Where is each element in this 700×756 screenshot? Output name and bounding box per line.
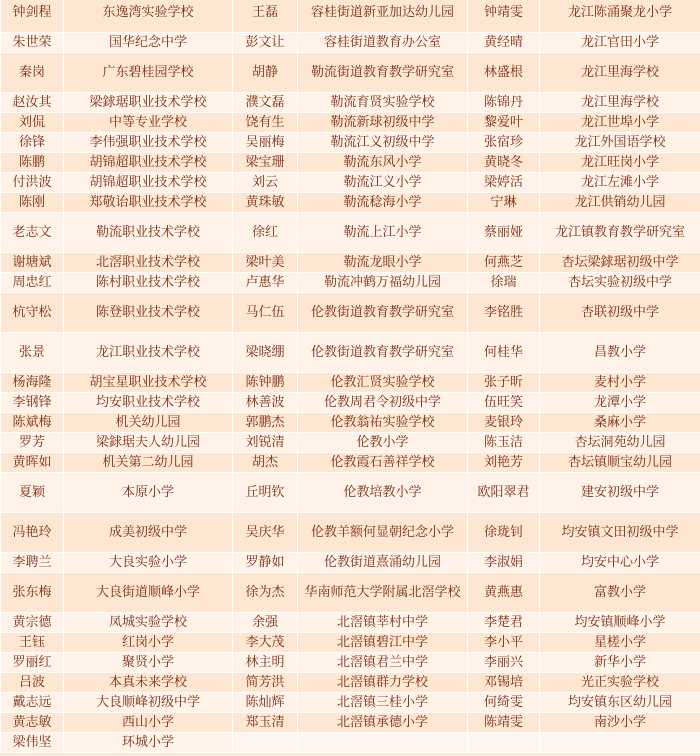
roster-body — [1, 0, 700, 753]
school-name-cell: 麦村小学 — [540, 373, 700, 393]
person-name-cell: 伍旺笑 — [468, 393, 540, 413]
school-name-cell: 西山小学 — [64, 713, 233, 733]
table-row — [1, 713, 700, 733]
school-name-cell: 伦教翁祐实验学校 — [298, 413, 468, 433]
person-name-cell: 蔡丽娅 — [468, 213, 540, 253]
person-name-cell: 吴丽梅 — [233, 133, 298, 153]
person-name-cell: 戴志远 — [1, 693, 64, 713]
school-name-cell: 凤城实验学校 — [64, 613, 233, 633]
school-name-cell: 勒流街道教育教学研究室 — [298, 53, 468, 93]
school-name-cell: 伦教培教小学 — [298, 473, 468, 513]
school-name-cell: 均安中心小学 — [540, 553, 700, 573]
school-name-cell: 龙潭小学 — [540, 393, 700, 413]
person-name-cell: 赵汝其 — [1, 93, 64, 113]
person-name-cell: 黄志敏 — [1, 713, 64, 733]
person-name-cell: 林盛根 — [468, 53, 540, 93]
school-name-cell: 伦教街道教育教学研究室 — [298, 333, 468, 373]
person-name-cell: 彭文让 — [233, 33, 298, 53]
person-name-cell: 马仁伍 — [233, 293, 298, 333]
school-name-cell: 伦教羊额何显朝纪念小学 — [298, 513, 468, 553]
person-name-cell: 陈钟鹏 — [233, 373, 298, 393]
person-name-cell: 梁伟坚 — [1, 733, 64, 753]
school-name-cell: 机关第二幼儿园 — [64, 453, 233, 473]
person-name-cell: 李小平 — [468, 633, 540, 653]
table-row — [1, 733, 700, 753]
person-name-cell: 杭守松 — [1, 293, 64, 333]
person-name-cell: 濮文磊 — [233, 93, 298, 113]
school-name-cell — [298, 733, 468, 753]
school-name-cell: 龙江供销幼儿园 — [540, 193, 700, 213]
school-name-cell: 富教小学 — [540, 573, 700, 613]
person-name-cell: 李丽兴 — [468, 653, 540, 673]
person-name-cell: 宁琳 — [468, 193, 540, 213]
person-name-cell — [468, 733, 540, 753]
person-name-cell: 林主明 — [233, 653, 298, 673]
school-name-cell: 光正实验学校 — [540, 673, 700, 693]
school-name-cell: 陈村职业技术学校 — [64, 273, 233, 293]
person-name-cell: 饶有生 — [233, 113, 298, 133]
table-row — [1, 93, 700, 113]
school-name-cell: 勒流稔海小学 — [298, 193, 468, 213]
person-name-cell: 麦银玲 — [468, 413, 540, 433]
school-name-cell: 广东碧桂园学校 — [64, 53, 233, 93]
school-name-cell: 大良实验小学 — [64, 553, 233, 573]
person-name-cell: 谢塘斌 — [1, 253, 64, 273]
person-name-cell: 张东梅 — [1, 573, 64, 613]
table-row — [1, 473, 700, 513]
person-name-cell: 冯艳玲 — [1, 513, 64, 553]
school-name-cell: 勒流职业技术学校 — [64, 213, 233, 253]
person-name-cell: 徐锋 — [1, 133, 64, 153]
person-name-cell: 陈玉洁 — [468, 433, 540, 453]
school-name-cell: 龙江里海学校 — [540, 53, 700, 93]
person-name-cell: 杨海隆 — [1, 373, 64, 393]
school-name-cell: 龙江左滩小学 — [540, 173, 700, 193]
school-name-cell: 龙江镇教育教学研究室 — [540, 213, 700, 253]
table-row — [1, 293, 700, 333]
school-name-cell: 勒流上江小学 — [298, 213, 468, 253]
table-row — [1, 133, 700, 153]
school-name-cell: 成美初级中学 — [64, 513, 233, 553]
school-name-cell: 容桂街道教育办公室 — [298, 33, 468, 53]
table-row — [1, 433, 700, 453]
school-name-cell: 伦教霞石善祥学校 — [298, 453, 468, 473]
person-name-cell: 秦岗 — [1, 53, 64, 93]
school-name-cell: 桑麻小学 — [540, 413, 700, 433]
table-row — [1, 0, 700, 33]
table-row — [1, 673, 700, 693]
school-name-cell: 梁銶琚夫人幼儿园 — [64, 433, 233, 453]
school-name-cell — [540, 733, 700, 753]
person-name-cell: 黎爱叶 — [468, 113, 540, 133]
person-name-cell: 黄燕惠 — [468, 573, 540, 613]
person-name-cell: 张宿珍 — [468, 133, 540, 153]
school-name-cell: 李伟强职业技术学校 — [64, 133, 233, 153]
school-name-cell: 大良街道顺峰小学 — [64, 573, 233, 613]
table-row — [1, 333, 700, 373]
table-row — [1, 253, 700, 273]
table-row — [1, 373, 700, 393]
person-name-cell: 何燕芝 — [468, 253, 540, 273]
school-name-cell: 南沙小学 — [540, 713, 700, 733]
school-name-cell: 华南师范大学附属北滘学校 — [298, 573, 468, 613]
person-name-cell: 刘锐清 — [233, 433, 298, 453]
person-name-cell: 郭鹏杰 — [233, 413, 298, 433]
person-name-cell: 何桂华 — [468, 333, 540, 373]
table-row — [1, 173, 700, 193]
school-name-cell: 梁銶琚职业技术学校 — [64, 93, 233, 113]
person-name-cell: 梁婷活 — [468, 173, 540, 193]
school-name-cell: 北滘职业技术学校 — [64, 253, 233, 273]
person-name-cell: 陈鹏 — [1, 153, 64, 173]
person-name-cell: 黄经晴 — [468, 33, 540, 53]
person-name-cell: 刘云 — [233, 173, 298, 193]
school-name-cell: 勒流东风小学 — [298, 153, 468, 173]
person-name-cell: 刘艳芳 — [468, 453, 540, 473]
school-name-cell: 勒流龙眼小学 — [298, 253, 468, 273]
person-name-cell: 张子昕 — [468, 373, 540, 393]
school-name-cell: 伦教街道熹涌幼儿园 — [298, 553, 468, 573]
school-name-cell: 伦教小学 — [298, 433, 468, 453]
person-name-cell: 陈灿辉 — [233, 693, 298, 713]
table-row — [1, 413, 700, 433]
person-name-cell: 欧阳翠君 — [468, 473, 540, 513]
school-name-cell: 国华纪念中学 — [64, 33, 233, 53]
school-name-cell: 中等专业学校 — [64, 113, 233, 133]
person-name-cell: 李楚君 — [468, 613, 540, 633]
person-name-cell: 李聘兰 — [1, 553, 64, 573]
school-name-cell: 伦教街道教育教学研究室 — [298, 293, 468, 333]
person-name-cell: 罗芳 — [1, 433, 64, 453]
person-name-cell: 何绮雯 — [468, 693, 540, 713]
person-name-cell: 陈靖雯 — [468, 713, 540, 733]
school-name-cell: 龙江里海学校 — [540, 93, 700, 113]
school-name-cell: 本真未来学校 — [64, 673, 233, 693]
person-name-cell: 徐红 — [233, 213, 298, 253]
table-row — [1, 513, 700, 553]
school-name-cell: 均安镇文田初级中学 — [540, 513, 700, 553]
table-row — [1, 553, 700, 573]
school-name-cell: 杏联初级中学 — [540, 293, 700, 333]
person-name-cell: 徐为杰 — [233, 573, 298, 613]
person-name-cell: 邓锡培 — [468, 673, 540, 693]
school-name-cell: 环城小学 — [64, 733, 233, 753]
school-name-cell: 胡宝星职业技术学校 — [64, 373, 233, 393]
person-name-cell: 黄宗德 — [1, 613, 64, 633]
school-name-cell: 陈登职业技术学校 — [64, 293, 233, 333]
person-name-cell: 罗静如 — [233, 553, 298, 573]
person-name-cell: 黄晖如 — [1, 453, 64, 473]
table-row — [1, 193, 700, 213]
school-name-cell: 龙江职业技术学校 — [64, 333, 233, 373]
person-name-cell: 周忠红 — [1, 273, 64, 293]
school-name-cell: 北滘镇承德小学 — [298, 713, 468, 733]
person-name-cell: 张景 — [1, 333, 64, 373]
school-name-cell: 杏坛实验初级中学 — [540, 273, 700, 293]
school-name-cell: 勒流新球初级中学 — [298, 113, 468, 133]
school-name-cell: 勒流江义初级中学 — [298, 133, 468, 153]
person-name-cell: 黄珠敏 — [233, 193, 298, 213]
school-name-cell: 聚贤小学 — [64, 653, 233, 673]
person-name-cell: 钟靖雯 — [468, 0, 540, 33]
school-name-cell: 龙江世埠小学 — [540, 113, 700, 133]
person-name-cell: 刘侃 — [1, 113, 64, 133]
person-name-cell: 胡静 — [233, 53, 298, 93]
school-name-cell: 本原小学 — [64, 473, 233, 513]
school-name-cell: 龙江外国语学校 — [540, 133, 700, 153]
school-name-cell: 北滘镇三桂小学 — [298, 693, 468, 713]
person-name-cell: 徐瑞 — [468, 273, 540, 293]
school-name-cell: 星槎小学 — [540, 633, 700, 653]
school-name-cell: 龙江官田小学 — [540, 33, 700, 53]
person-name-cell: 丘明钦 — [233, 473, 298, 513]
person-name-cell: 郑玉清 — [233, 713, 298, 733]
person-name-cell: 钟剑程 — [1, 0, 64, 33]
table-row — [1, 633, 700, 653]
person-name-cell: 简芳洪 — [233, 673, 298, 693]
school-name-cell: 胡锦超职业技术学校 — [64, 153, 233, 173]
school-name-cell: 郑敬诒职业技术学校 — [64, 193, 233, 213]
person-name-cell: 黄晓冬 — [468, 153, 540, 173]
person-name-cell: 梁晓绷 — [233, 333, 298, 373]
person-name-cell: 夏颖 — [1, 473, 64, 513]
person-name-cell: 余强 — [233, 613, 298, 633]
school-name-cell: 杏坛洞苑幼儿园 — [540, 433, 700, 453]
school-name-cell: 伦教汇贤实验学校 — [298, 373, 468, 393]
school-name-cell: 龙江旺岗小学 — [540, 153, 700, 173]
table-row — [1, 213, 700, 253]
person-name-cell: 陈刚 — [1, 193, 64, 213]
school-name-cell: 勒流冲鹤万福幼儿园 — [298, 273, 468, 293]
school-name-cell: 伦教周君令初级中学 — [298, 393, 468, 413]
person-name-cell: 李铭胜 — [468, 293, 540, 333]
person-name-cell: 李淑娟 — [468, 553, 540, 573]
school-name-cell: 北滘镇莘村中学 — [298, 613, 468, 633]
school-name-cell: 建安初级中学 — [540, 473, 700, 513]
person-name-cell: 胡杰 — [233, 453, 298, 473]
table-row — [1, 653, 700, 673]
school-name-cell: 胡锦超职业技术学校 — [64, 173, 233, 193]
person-name-cell: 李大茂 — [233, 633, 298, 653]
person-name-cell: 吴庆华 — [233, 513, 298, 553]
table-row — [1, 153, 700, 173]
table-row — [1, 573, 700, 613]
school-name-cell: 均安镇东区幼儿园 — [540, 693, 700, 713]
person-name-cell: 梁宝珊 — [233, 153, 298, 173]
school-name-cell: 勒流育贤实验学校 — [298, 93, 468, 113]
table-row — [1, 273, 700, 293]
table-row — [1, 33, 700, 53]
table-row — [1, 693, 700, 713]
table-row — [1, 613, 700, 633]
person-name-cell — [233, 733, 298, 753]
school-name-cell: 北滘镇君兰中学 — [298, 653, 468, 673]
person-name-cell: 吕波 — [1, 673, 64, 693]
table-row — [1, 53, 700, 93]
school-name-cell: 东逸湾实验学校 — [64, 0, 233, 33]
school-name-cell: 昌教小学 — [540, 333, 700, 373]
person-name-cell: 王磊 — [233, 0, 298, 33]
table-row — [1, 453, 700, 473]
person-name-cell: 朱世荣 — [1, 33, 64, 53]
person-name-cell: 徐珑钊 — [468, 513, 540, 553]
school-name-cell: 机关幼儿园 — [64, 413, 233, 433]
table-row — [1, 113, 700, 133]
person-name-cell: 陈斌梅 — [1, 413, 64, 433]
school-name-cell: 杏坛梁銶琚初级中学 — [540, 253, 700, 273]
person-name-cell: 付洪波 — [1, 173, 64, 193]
school-name-cell: 北滘镇群力学校 — [298, 673, 468, 693]
school-name-cell: 大良顺峰初级中学 — [64, 693, 233, 713]
school-name-cell: 龙江陈涌聚龙小学 — [540, 0, 700, 33]
person-name-cell: 老志文 — [1, 213, 64, 253]
school-name-cell: 容桂街道新亚加达幼儿园 — [298, 0, 468, 33]
school-name-cell: 勒流江义小学 — [298, 173, 468, 193]
person-name-cell: 林善波 — [233, 393, 298, 413]
school-name-cell: 红岗小学 — [64, 633, 233, 653]
person-name-cell: 梁叶美 — [233, 253, 298, 273]
person-name-cell: 王钰 — [1, 633, 64, 653]
school-name-cell: 均安镇顺峰小学 — [540, 613, 700, 633]
school-name-cell: 均安职业技术学校 — [64, 393, 233, 413]
table-row — [1, 393, 700, 413]
school-name-cell: 杏坛镇顺宝幼儿园 — [540, 453, 700, 473]
school-name-cell: 北滘镇碧江中学 — [298, 633, 468, 653]
person-name-cell: 卢惠华 — [233, 273, 298, 293]
school-name-cell: 新华小学 — [540, 653, 700, 673]
person-name-cell: 罗丽红 — [1, 653, 64, 673]
person-name-cell: 陈锦丹 — [468, 93, 540, 113]
person-name-cell: 李钢锋 — [1, 393, 64, 413]
